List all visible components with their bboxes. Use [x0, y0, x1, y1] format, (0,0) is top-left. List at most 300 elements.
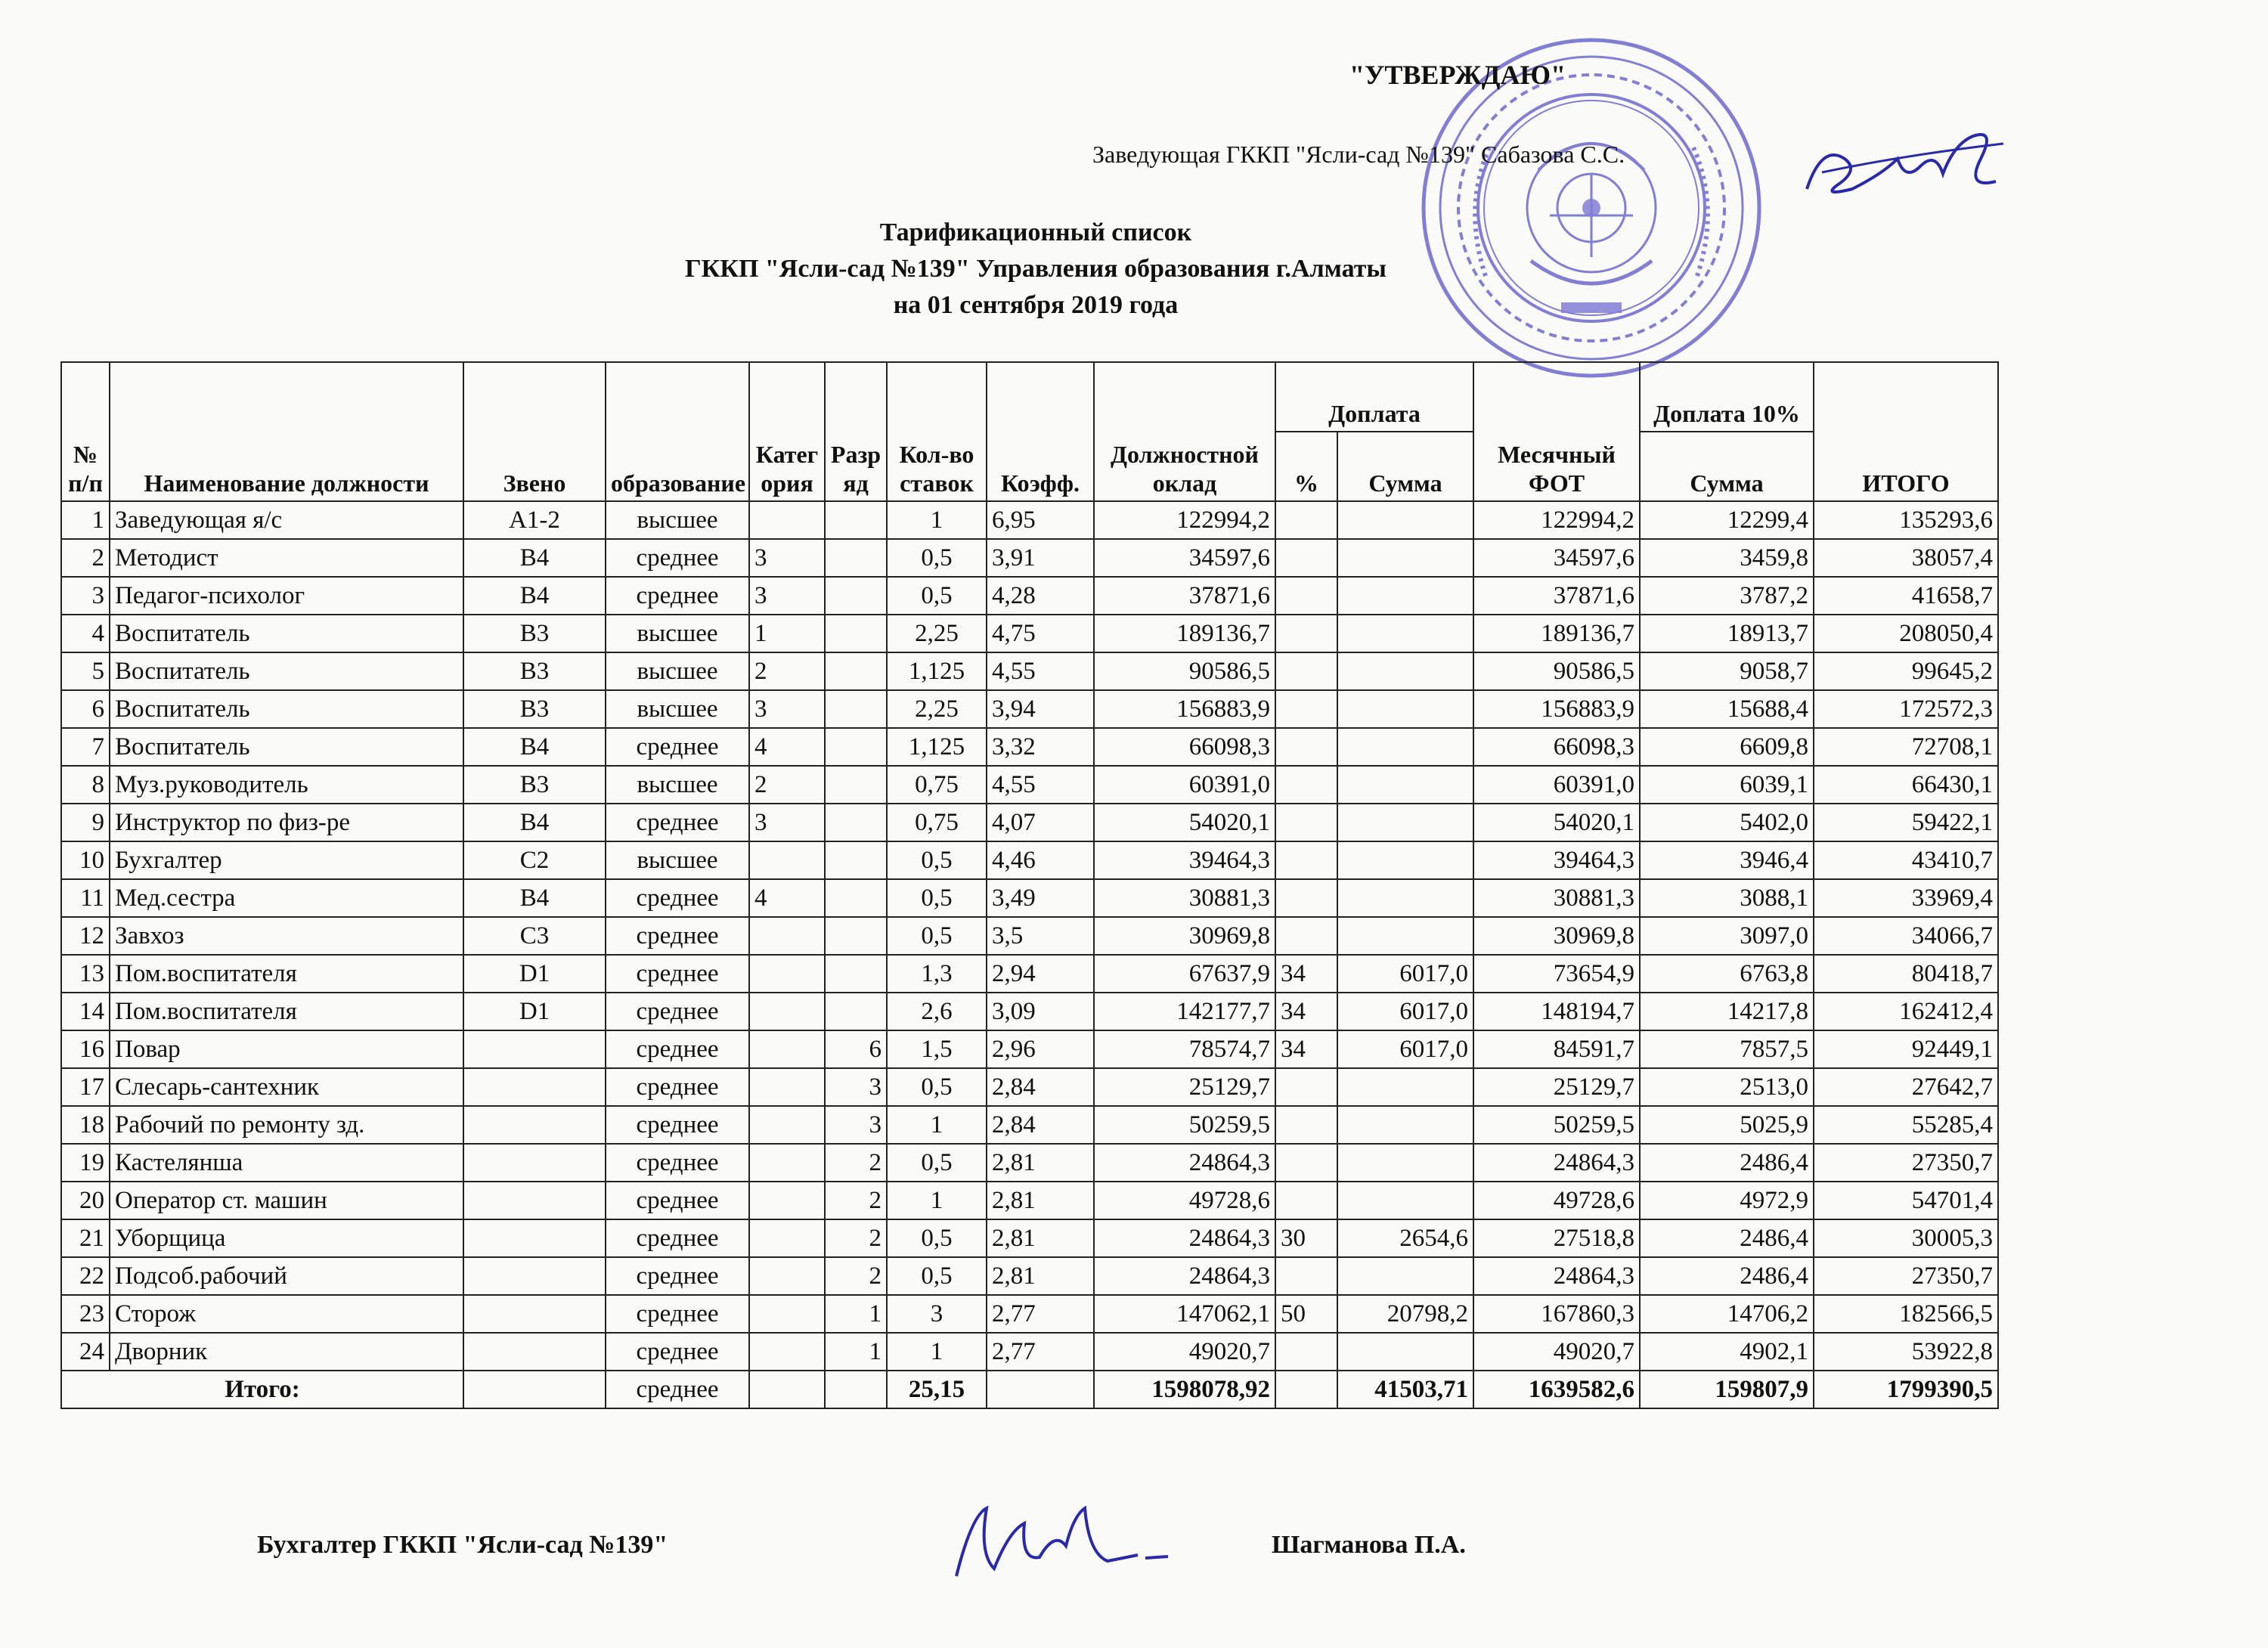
cell-koef: 2,84: [987, 1106, 1094, 1144]
cell-zveno: [463, 1219, 606, 1257]
cell-itogo: 55285,4: [1814, 1106, 1998, 1144]
cell-doplata-percent: [1275, 1333, 1337, 1371]
cell-itogo: 92449,1: [1814, 1030, 1998, 1068]
cell-zveno: В4: [463, 804, 606, 841]
cell-doplata-percent: [1275, 652, 1337, 690]
accountant-signature-icon: [934, 1485, 1176, 1599]
cell-koef: 3,5: [987, 917, 1094, 955]
table-row: [61, 652, 1998, 690]
table-row: [61, 1219, 1998, 1257]
cell-category: 2: [749, 652, 825, 690]
cell-zveno: D1: [463, 993, 606, 1030]
cell-oklad: 30881,3: [1094, 879, 1275, 917]
cell-position-name: Бухгалтер: [110, 841, 463, 879]
cell-monthly-fot: 25129,7: [1473, 1068, 1640, 1106]
cell-category: [749, 1030, 825, 1068]
cell-doplata-summa: [1337, 1257, 1473, 1295]
cell-doplata-summa: [1337, 1182, 1473, 1219]
cell-category: 2: [749, 766, 825, 804]
table-row: [61, 1182, 1998, 1219]
cell-itogo: 66430,1: [1814, 766, 1998, 804]
cell-itogo: 43410,7: [1814, 841, 1998, 879]
cell-doplata-percent: [1275, 1106, 1337, 1144]
cell-oklad: 30969,8: [1094, 917, 1275, 955]
cell-zveno: D1: [463, 955, 606, 993]
cell-position-name: Воспитатель: [110, 728, 463, 766]
cell-position-name: Пом.воспитателя: [110, 955, 463, 993]
cell-row-num: 11: [61, 879, 110, 917]
cell-rank: 2: [825, 1182, 887, 1219]
cell-doplata-summa: 2654,6: [1337, 1219, 1473, 1257]
cell-position-name: Уборщица: [110, 1219, 463, 1257]
cell-stavok: 0,5: [887, 1068, 987, 1106]
table-row: [61, 1144, 1998, 1182]
cell-itogo: 80418,7: [1814, 955, 1998, 993]
cell-doplata-10-summa: 14706,2: [1640, 1295, 1814, 1333]
cell-doplata-10-summa: 3097,0: [1640, 917, 1814, 955]
cell-monthly-fot: 156883,9: [1473, 690, 1640, 728]
cell-zveno: В3: [463, 766, 606, 804]
table-row: [61, 577, 1998, 615]
document-title: [590, 215, 1482, 324]
accountant-name: Шагманова П.А.: [1272, 1531, 1466, 1559]
cell-education: среднее: [606, 1068, 749, 1106]
cell-monthly-fot: 24864,3: [1473, 1144, 1640, 1182]
cell-position-name: Завхоз: [110, 917, 463, 955]
cell-row-num: 22: [61, 1257, 110, 1295]
cell-row-num: 1: [61, 501, 110, 539]
cell-itogo: 72708,1: [1814, 728, 1998, 766]
cell-koef: 4,55: [987, 766, 1094, 804]
cell-position-name: Воспитатель: [110, 652, 463, 690]
cell-education: среднее: [606, 1295, 749, 1333]
cell-doplata-10-summa: 9058,7: [1640, 652, 1814, 690]
cell-koef: 2,94: [987, 955, 1094, 993]
cell-zveno: В4: [463, 879, 606, 917]
cell-row-num: 10: [61, 841, 110, 879]
cell-doplata-percent: [1275, 577, 1337, 615]
cell-rank: 2: [825, 1144, 887, 1182]
total-education: среднее: [606, 1371, 749, 1408]
cell-education: среднее: [606, 577, 749, 615]
cell-rank: [825, 615, 887, 652]
cell-doplata-summa: [1337, 1144, 1473, 1182]
cell-category: [749, 1257, 825, 1295]
header-summa-10: Сумма: [1640, 432, 1814, 501]
header-oklad: Должностной оклад: [1094, 362, 1275, 501]
header-fot: Месячный ФОТ: [1473, 362, 1640, 501]
cell-stavok: 0,5: [887, 1144, 987, 1182]
cell-doplata-percent: [1275, 728, 1337, 766]
cell-stavok: 2,6: [887, 993, 987, 1030]
cell-education: среднее: [606, 1257, 749, 1295]
cell-doplata-summa: [1337, 1068, 1473, 1106]
cell-category: [749, 1219, 825, 1257]
cell-doplata-10-summa: 6763,8: [1640, 955, 1814, 993]
table-row: [61, 1068, 1998, 1106]
header-rank: Разряд: [825, 362, 887, 501]
cell-row-num: 9: [61, 804, 110, 841]
total-itogo: 1799390,5: [1814, 1371, 1998, 1408]
cell-oklad: 25129,7: [1094, 1068, 1275, 1106]
header-doplata: Доплата: [1275, 362, 1473, 432]
cell-education: среднее: [606, 1144, 749, 1182]
title-line-1: Тарификационный список: [879, 218, 1192, 246]
cell-row-num: 23: [61, 1295, 110, 1333]
cell-itogo: 38057,4: [1814, 539, 1998, 577]
table-row: [61, 501, 1998, 539]
cell-oklad: 142177,7: [1094, 993, 1275, 1030]
cell-monthly-fot: 30881,3: [1473, 879, 1640, 917]
cell-position-name: Воспитатель: [110, 690, 463, 728]
total-zveno: [463, 1371, 606, 1408]
cell-rank: 6: [825, 1030, 887, 1068]
cell-education: среднее: [606, 993, 749, 1030]
cell-stavok: 2,25: [887, 690, 987, 728]
cell-education: среднее: [606, 539, 749, 577]
cell-doplata-summa: [1337, 652, 1473, 690]
cell-monthly-fot: 148194,7: [1473, 993, 1640, 1030]
total-oklad: 1598078,92: [1094, 1371, 1275, 1408]
cell-category: [749, 1333, 825, 1371]
cell-doplata-10-summa: 2513,0: [1640, 1068, 1814, 1106]
cell-stavok: 2,25: [887, 615, 987, 652]
cell-oklad: 54020,1: [1094, 804, 1275, 841]
total-percent: [1275, 1371, 1337, 1408]
cell-oklad: 24864,3: [1094, 1219, 1275, 1257]
cell-row-num: 7: [61, 728, 110, 766]
cell-koef: 6,95: [987, 501, 1094, 539]
accountant-label: Бухгалтер ГККП "Ясли-сад №139": [257, 1531, 668, 1559]
cell-stavok: 1: [887, 1182, 987, 1219]
table-row: [61, 690, 1998, 728]
cell-itogo: 33969,4: [1814, 879, 1998, 917]
cell-koef: 3,91: [987, 539, 1094, 577]
cell-row-num: 24: [61, 1333, 110, 1371]
cell-doplata-percent: [1275, 1144, 1337, 1182]
cell-doplata-percent: [1275, 804, 1337, 841]
cell-education: высшее: [606, 841, 749, 879]
cell-position-name: Сторож: [110, 1295, 463, 1333]
cell-itogo: 53922,8: [1814, 1333, 1998, 1371]
cell-stavok: 1,125: [887, 652, 987, 690]
cell-koef: 2,81: [987, 1257, 1094, 1295]
cell-row-num: 6: [61, 690, 110, 728]
cell-oklad: 50259,5: [1094, 1106, 1275, 1144]
cell-monthly-fot: 30969,8: [1473, 917, 1640, 955]
cell-rank: 3: [825, 1068, 887, 1106]
cell-monthly-fot: 39464,3: [1473, 841, 1640, 879]
cell-monthly-fot: 34597,6: [1473, 539, 1640, 577]
cell-zveno: С3: [463, 917, 606, 955]
cell-position-name: Дворник: [110, 1333, 463, 1371]
header-itogo: ИТОГО: [1814, 362, 1998, 501]
cell-rank: 1: [825, 1333, 887, 1371]
cell-category: [749, 993, 825, 1030]
cell-position-name: Оператор ст. машин: [110, 1182, 463, 1219]
cell-stavok: 0,75: [887, 804, 987, 841]
cell-oklad: 66098,3: [1094, 728, 1275, 766]
cell-doplata-10-summa: 3088,1: [1640, 879, 1814, 917]
cell-position-name: Инструктор по физ-ре: [110, 804, 463, 841]
table-row: [61, 728, 1998, 766]
cell-doplata-summa: 6017,0: [1337, 993, 1473, 1030]
cell-oklad: 49020,7: [1094, 1333, 1275, 1371]
cell-rank: [825, 652, 887, 690]
header-education: образование: [606, 362, 749, 501]
cell-oklad: 49728,6: [1094, 1182, 1275, 1219]
cell-zveno: [463, 1144, 606, 1182]
director-signature-icon: [1792, 113, 2019, 227]
cell-doplata-percent: [1275, 1182, 1337, 1219]
cell-doplata-summa: [1337, 1333, 1473, 1371]
cell-oklad: 156883,9: [1094, 690, 1275, 728]
cell-position-name: Слесарь-сантехник: [110, 1068, 463, 1106]
total-rank: [825, 1371, 887, 1408]
total-summa: 41503,71: [1337, 1371, 1473, 1408]
cell-zveno: В3: [463, 690, 606, 728]
cell-monthly-fot: 49728,6: [1473, 1182, 1640, 1219]
cell-education: среднее: [606, 1333, 749, 1371]
cell-education: среднее: [606, 917, 749, 955]
cell-position-name: Пом.воспитателя: [110, 993, 463, 1030]
cell-oklad: 60391,0: [1094, 766, 1275, 804]
cell-zveno: С2: [463, 841, 606, 879]
table-body: [61, 501, 1998, 1371]
cell-itogo: 27642,7: [1814, 1068, 1998, 1106]
cell-doplata-percent: [1275, 1068, 1337, 1106]
cell-monthly-fot: 73654,9: [1473, 955, 1640, 993]
cell-itogo: 172572,3: [1814, 690, 1998, 728]
cell-rank: [825, 993, 887, 1030]
cell-row-num: 20: [61, 1182, 110, 1219]
total-summa-10: 159807,9: [1640, 1371, 1814, 1408]
cell-zveno: [463, 1182, 606, 1219]
cell-category: 3: [749, 577, 825, 615]
cell-itogo: 59422,1: [1814, 804, 1998, 841]
cell-rank: [825, 955, 887, 993]
cell-rank: 2: [825, 1219, 887, 1257]
cell-doplata-summa: [1337, 766, 1473, 804]
cell-koef: 3,32: [987, 728, 1094, 766]
cell-row-num: 8: [61, 766, 110, 804]
cell-education: высшее: [606, 652, 749, 690]
cell-monthly-fot: 66098,3: [1473, 728, 1640, 766]
cell-stavok: 0,75: [887, 766, 987, 804]
cell-row-num: 19: [61, 1144, 110, 1182]
cell-position-name: Воспитатель: [110, 615, 463, 652]
cell-doplata-percent: [1275, 766, 1337, 804]
cell-oklad: 24864,3: [1094, 1257, 1275, 1295]
cell-rank: 1: [825, 1295, 887, 1333]
cell-doplata-percent: 30: [1275, 1219, 1337, 1257]
cell-koef: 2,77: [987, 1295, 1094, 1333]
cell-category: [749, 1144, 825, 1182]
table-row: [61, 1106, 1998, 1144]
cell-doplata-10-summa: 15688,4: [1640, 690, 1814, 728]
cell-doplata-summa: [1337, 577, 1473, 615]
cell-rank: [825, 879, 887, 917]
cell-doplata-10-summa: 7857,5: [1640, 1030, 1814, 1068]
cell-doplata-10-summa: 3459,8: [1640, 539, 1814, 577]
cell-position-name: Подсоб.рабочий: [110, 1257, 463, 1295]
cell-category: 3: [749, 804, 825, 841]
total-stavok: 25,15: [887, 1371, 987, 1408]
table-row: [61, 539, 1998, 577]
cell-itogo: 182566,5: [1814, 1295, 1998, 1333]
cell-category: 4: [749, 879, 825, 917]
cell-education: высшее: [606, 766, 749, 804]
cell-doplata-summa: 20798,2: [1337, 1295, 1473, 1333]
cell-position-name: Мед.сестра: [110, 879, 463, 917]
cell-doplata-percent: [1275, 539, 1337, 577]
cell-oklad: 67637,9: [1094, 955, 1275, 993]
cell-monthly-fot: 49020,7: [1473, 1333, 1640, 1371]
cell-doplata-10-summa: 5402,0: [1640, 804, 1814, 841]
cell-category: [749, 501, 825, 539]
cell-rank: [825, 577, 887, 615]
cell-stavok: 1: [887, 1333, 987, 1371]
cell-row-num: 5: [61, 652, 110, 690]
cell-zveno: В3: [463, 652, 606, 690]
approval-heading: "УТВЕРЖДАЮ": [1349, 60, 1566, 90]
cell-rank: [825, 804, 887, 841]
cell-education: среднее: [606, 728, 749, 766]
cell-row-num: 18: [61, 1106, 110, 1144]
cell-oklad: 24864,3: [1094, 1144, 1275, 1182]
cell-doplata-summa: [1337, 1106, 1473, 1144]
cell-position-name: Педагог-психолог: [110, 577, 463, 615]
table-row: [61, 841, 1998, 879]
cell-doplata-summa: [1337, 879, 1473, 917]
cell-itogo: 162412,4: [1814, 993, 1998, 1030]
cell-koef: 3,49: [987, 879, 1094, 917]
cell-row-num: 4: [61, 615, 110, 652]
cell-category: 4: [749, 728, 825, 766]
header-doplata-10: Доплата 10%: [1640, 362, 1814, 432]
cell-doplata-10-summa: 12299,4: [1640, 501, 1814, 539]
table-row: [61, 993, 1998, 1030]
cell-category: [749, 1182, 825, 1219]
cell-position-name: Кастелянша: [110, 1144, 463, 1182]
cell-oklad: 90586,5: [1094, 652, 1275, 690]
cell-zveno: В4: [463, 577, 606, 615]
cell-row-num: 13: [61, 955, 110, 993]
total-fot: 1639582,6: [1473, 1371, 1640, 1408]
cell-category: [749, 1295, 825, 1333]
cell-education: среднее: [606, 879, 749, 917]
header-koef: Коэфф.: [987, 362, 1094, 501]
cell-doplata-summa: 6017,0: [1337, 955, 1473, 993]
cell-zveno: [463, 1257, 606, 1295]
cell-oklad: 78574,7: [1094, 1030, 1275, 1068]
cell-doplata-10-summa: 6609,8: [1640, 728, 1814, 766]
header-category: Категория: [749, 362, 825, 501]
table-row: [61, 1030, 1998, 1068]
cell-zveno: [463, 1068, 606, 1106]
header-stavok: Кол-во ставок: [887, 362, 987, 501]
cell-education: среднее: [606, 1182, 749, 1219]
cell-itogo: 27350,7: [1814, 1257, 1998, 1295]
cell-doplata-percent: [1275, 879, 1337, 917]
cell-doplata-10-summa: 4972,9: [1640, 1182, 1814, 1219]
cell-rank: [825, 690, 887, 728]
cell-stavok: 1: [887, 1106, 987, 1144]
cell-position-name: Методист: [110, 539, 463, 577]
cell-doplata-10-summa: 2486,4: [1640, 1144, 1814, 1182]
cell-category: [749, 917, 825, 955]
cell-doplata-percent: [1275, 841, 1337, 879]
cell-monthly-fot: 54020,1: [1473, 804, 1640, 841]
cell-stavok: 1,3: [887, 955, 987, 993]
cell-doplata-10-summa: 4902,1: [1640, 1333, 1814, 1371]
cell-education: среднее: [606, 1106, 749, 1144]
cell-doplata-summa: [1337, 690, 1473, 728]
cell-doplata-percent: [1275, 615, 1337, 652]
cell-koef: 4,75: [987, 615, 1094, 652]
cell-rank: 2: [825, 1257, 887, 1295]
cell-doplata-summa: [1337, 728, 1473, 766]
cell-monthly-fot: 50259,5: [1473, 1106, 1640, 1144]
cell-stavok: 1,5: [887, 1030, 987, 1068]
cell-doplata-percent: [1275, 501, 1337, 539]
header-name: Наименование должности: [110, 362, 463, 501]
header-percent: %: [1275, 432, 1337, 501]
cell-doplata-10-summa: 3946,4: [1640, 841, 1814, 879]
cell-koef: 2,81: [987, 1182, 1094, 1219]
cell-education: среднее: [606, 1219, 749, 1257]
cell-stavok: 0,5: [887, 1257, 987, 1295]
cell-oklad: 37871,6: [1094, 577, 1275, 615]
table-row: [61, 955, 1998, 993]
cell-doplata-10-summa: 18913,7: [1640, 615, 1814, 652]
cell-oklad: 189136,7: [1094, 615, 1275, 652]
cell-rank: [825, 766, 887, 804]
cell-oklad: 147062,1: [1094, 1295, 1275, 1333]
cell-itogo: 99645,2: [1814, 652, 1998, 690]
cell-row-num: 12: [61, 917, 110, 955]
cell-stavok: 0,5: [887, 577, 987, 615]
cell-stavok: 0,5: [887, 917, 987, 955]
table-row: [61, 1333, 1998, 1371]
cell-stavok: 0,5: [887, 1219, 987, 1257]
cell-koef: 2,77: [987, 1333, 1094, 1371]
cell-stavok: 0,5: [887, 879, 987, 917]
cell-rank: [825, 728, 887, 766]
cell-doplata-summa: [1337, 917, 1473, 955]
cell-education: среднее: [606, 1030, 749, 1068]
table-row: [61, 766, 1998, 804]
head-of-kindergarten-line: Заведующая ГККП "Ясли-сад №139" Сабазова С.С.: [1092, 141, 1625, 168]
cell-koef: 2,84: [987, 1068, 1094, 1106]
cell-position-name: Рабочий по ремонту зд.: [110, 1106, 463, 1144]
cell-position-name: Муз.руководитель: [110, 766, 463, 804]
cell-education: среднее: [606, 955, 749, 993]
cell-doplata-percent: [1275, 917, 1337, 955]
cell-monthly-fot: 27518,8: [1473, 1219, 1640, 1257]
cell-koef: 4,46: [987, 841, 1094, 879]
header-zveno: Звено: [463, 362, 606, 501]
cell-koef: 3,09: [987, 993, 1094, 1030]
cell-zveno: [463, 1295, 606, 1333]
cell-monthly-fot: 24864,3: [1473, 1257, 1640, 1295]
cell-zveno: В4: [463, 728, 606, 766]
cell-education: высшее: [606, 615, 749, 652]
cell-koef: 2,81: [987, 1144, 1094, 1182]
cell-doplata-percent: 50: [1275, 1295, 1337, 1333]
cell-doplata-10-summa: 2486,4: [1640, 1257, 1814, 1295]
cell-doplata-percent: [1275, 1257, 1337, 1295]
